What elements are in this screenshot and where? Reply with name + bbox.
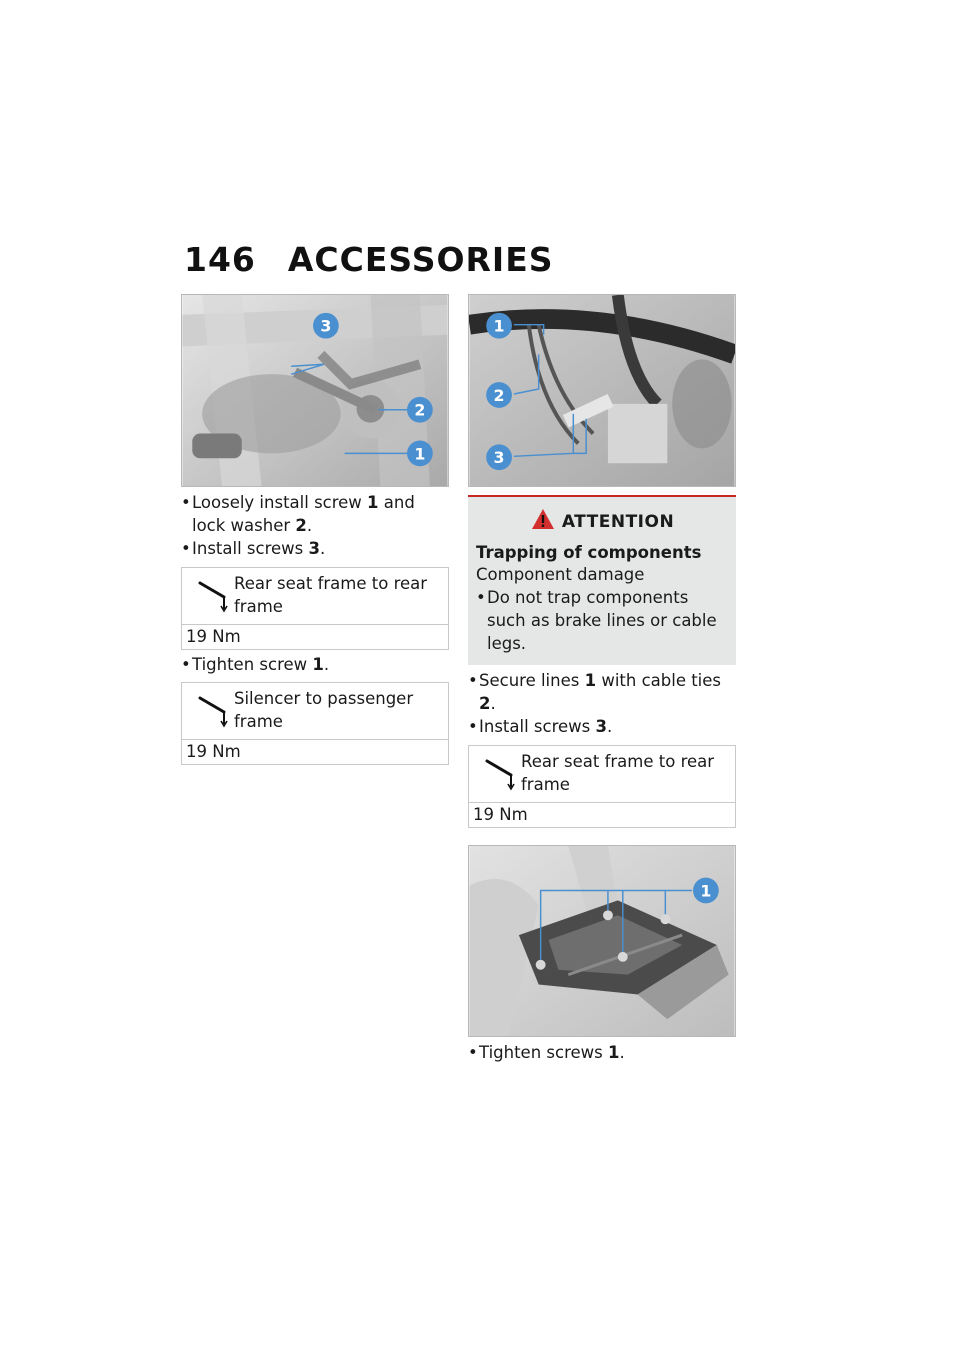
callout-label: 3 xyxy=(493,448,505,468)
instruction-list xyxy=(468,669,736,738)
torque-wrench-icon xyxy=(481,753,519,791)
instruction-step: • Install screws 3. xyxy=(181,537,449,560)
attention-notice xyxy=(468,495,736,665)
callout-label: 1 xyxy=(493,316,505,336)
instruction-step: • Tighten screw 1. xyxy=(181,653,449,676)
callout-marker xyxy=(486,313,512,339)
torque-spec-description: Rear seat frame to rear frame xyxy=(182,568,448,625)
figure-silencer-mount-illustration xyxy=(182,295,448,486)
attention-instruction: • Do not trap components such as brake lines or cable legs. xyxy=(476,586,728,655)
figure-silencer-mount xyxy=(181,294,449,487)
torque-spec-table xyxy=(181,567,449,650)
torque-spec-table xyxy=(181,682,449,765)
callout-marker xyxy=(486,382,512,408)
right-column xyxy=(468,294,736,1064)
torque-spec-description: Rear seat frame to rear frame xyxy=(469,746,735,803)
torque-spec-value: 19 Nm xyxy=(473,805,528,824)
instruction-list xyxy=(181,653,449,676)
callout-label: 3 xyxy=(320,316,332,336)
figure-luggage-rack-illustration xyxy=(469,846,735,1036)
callout-label: 1 xyxy=(414,444,426,464)
callout-label: 2 xyxy=(414,400,426,420)
callout-marker xyxy=(313,313,339,339)
chapter-title: ACCESSORIES xyxy=(287,240,554,279)
callout-marker xyxy=(407,440,433,466)
attention-title: Trapping of components xyxy=(476,543,702,562)
left-column xyxy=(181,294,449,765)
page-number: 146 xyxy=(184,240,256,279)
figure-brake-lines-illustration xyxy=(469,295,735,486)
torque-spec-value: 19 Nm xyxy=(186,742,241,761)
figure-luggage-rack-screws xyxy=(468,845,736,1037)
torque-spec-value: 19 Nm xyxy=(186,627,241,646)
callout-marker xyxy=(407,397,433,423)
instruction-list xyxy=(181,491,449,560)
torque-spec-description: Silencer to passenger frame xyxy=(182,683,448,740)
instruction-step: • Secure lines 1 with cable ties 2. xyxy=(468,669,736,715)
torque-wrench-icon xyxy=(194,690,232,728)
instruction-step: • Install screws 3. xyxy=(468,715,736,738)
instruction-step: • Tighten screws 1. xyxy=(468,1041,736,1064)
callout-label: 2 xyxy=(493,385,505,405)
figure-brake-lines xyxy=(468,294,736,487)
attention-consequence: Component damage xyxy=(476,565,645,584)
callout-label: 1 xyxy=(700,881,712,901)
torque-wrench-icon xyxy=(194,575,232,613)
instruction-list xyxy=(468,1041,736,1064)
page-header xyxy=(184,240,554,279)
instruction-step: • Loosely install screw 1 and lock washer 2. xyxy=(181,491,449,537)
attention-heading: ATTENTION xyxy=(476,507,728,534)
callout-marker xyxy=(486,444,512,470)
callout-marker xyxy=(693,878,719,904)
torque-spec-table xyxy=(468,745,736,828)
warning-triangle-icon xyxy=(530,507,556,531)
